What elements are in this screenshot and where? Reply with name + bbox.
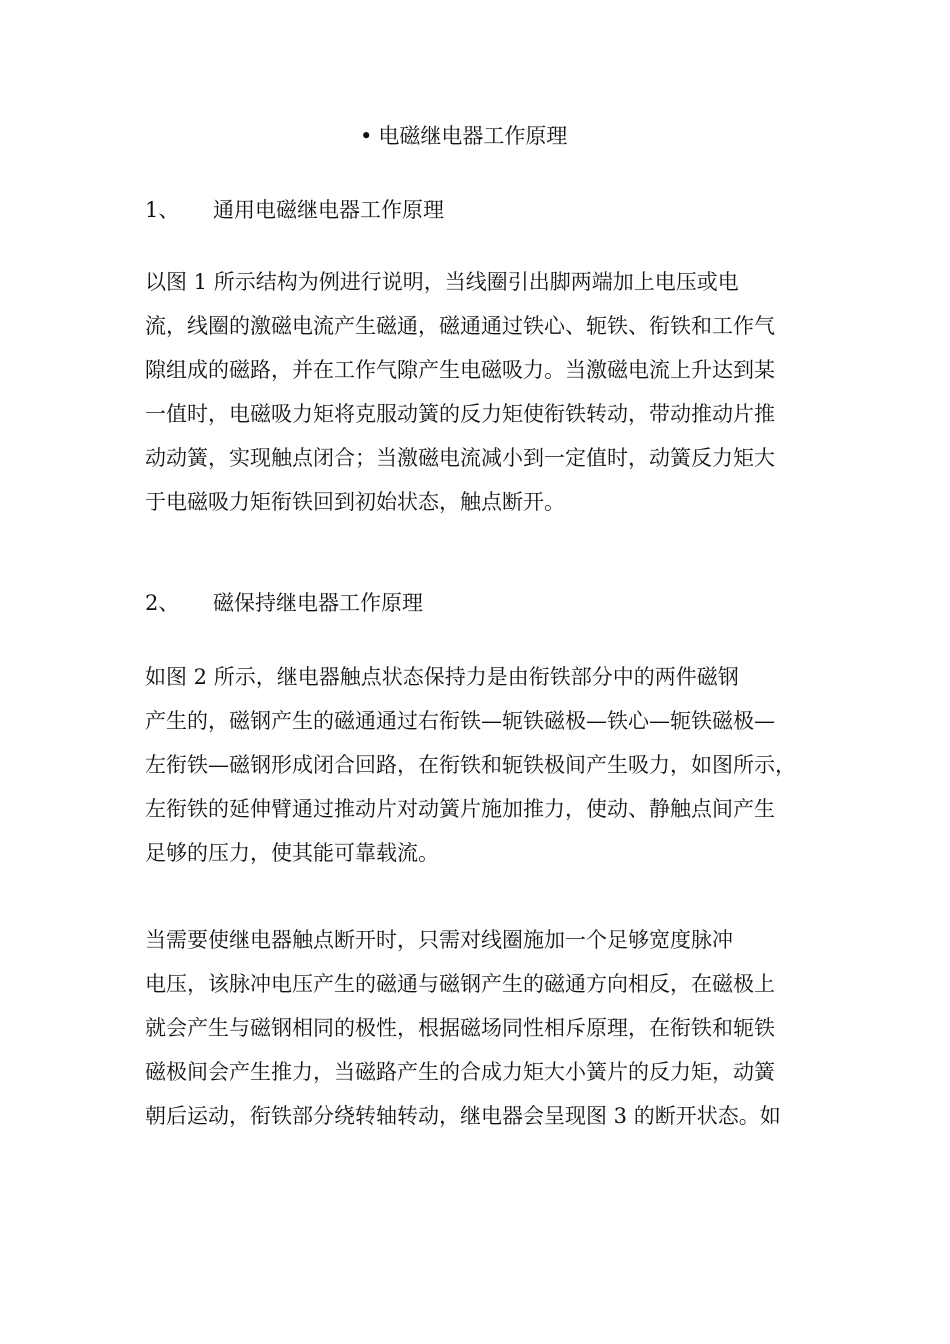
paragraph-line: 产生的，磁钢产生的磁通通过右衔铁—轭铁磁极—铁心—轭铁磁极—: [145, 709, 775, 733]
bullet-icon: •: [360, 124, 373, 148]
section-number: 2、: [145, 591, 180, 615]
document-title: [360, 118, 567, 154]
paragraph: [145, 260, 805, 524]
section-heading: [145, 585, 423, 621]
paragraph-line: 左衔铁的延伸臂通过推动片对动簧片施加推力，使动、静触点间产生: [145, 797, 775, 821]
paragraph: [145, 655, 805, 875]
paragraph-line: 一值时，电磁吸力矩将克服动簧的反力矩使衔铁转动，带动推动片推: [145, 402, 775, 426]
section-heading-text: 通用电磁继电器工作原理: [213, 198, 444, 222]
paragraph-line: 于电磁吸力矩衔铁回到初始状态，触点断开。: [145, 490, 565, 514]
paragraph: [145, 918, 805, 1138]
paragraph-line: 当需要使继电器触点断开时，只需对线圈施加一个足够宽度脉冲: [145, 928, 733, 952]
section-heading: [145, 192, 444, 228]
paragraph-line: 磁极间会产生推力，当磁路产生的合成力矩大小簧片的反力矩，动簧: [145, 1060, 775, 1084]
paragraph-line: 如图 2 所示，继电器触点状态保持力是由衔铁部分中的两件磁钢: [145, 665, 739, 689]
paragraph-line: 电压，该脉冲电压产生的磁通与磁钢产生的磁通方向相反，在磁极上: [145, 972, 775, 996]
paragraph-line: 隙组成的磁路，并在工作气隙产生电磁吸力。当激磁电流上升达到某: [145, 358, 775, 382]
paragraph-line: 以图 1 所示结构为例进行说明，当线圈引出脚两端加上电压或电: [145, 270, 739, 294]
section-number: 1、: [145, 198, 180, 222]
section-heading-text: 磁保持继电器工作原理: [213, 591, 423, 615]
paragraph-line: 流，线圈的激磁电流产生磁通，磁通通过铁心、轭铁、衔铁和工作气: [145, 314, 775, 338]
paragraph-line: 动动簧，实现触点闭合；当激磁电流减小到一定值时，动簧反力矩大: [145, 446, 775, 470]
paragraph-line: 就会产生与磁钢相同的极性，根据磁场同性相斥原理，在衔铁和轭铁: [145, 1016, 775, 1040]
paragraph-line: 朝后运动，衔铁部分绕转轴转动，继电器会呈现图 3 的断开状态。如: [145, 1104, 781, 1128]
title-text: 电磁继电器工作原理: [378, 124, 568, 148]
paragraph-line: 左衔铁—磁钢形成闭合回路，在衔铁和轭铁极间产生吸力，如图所示，: [145, 753, 796, 777]
paragraph-line: 足够的压力，使其能可靠载流。: [145, 841, 439, 865]
